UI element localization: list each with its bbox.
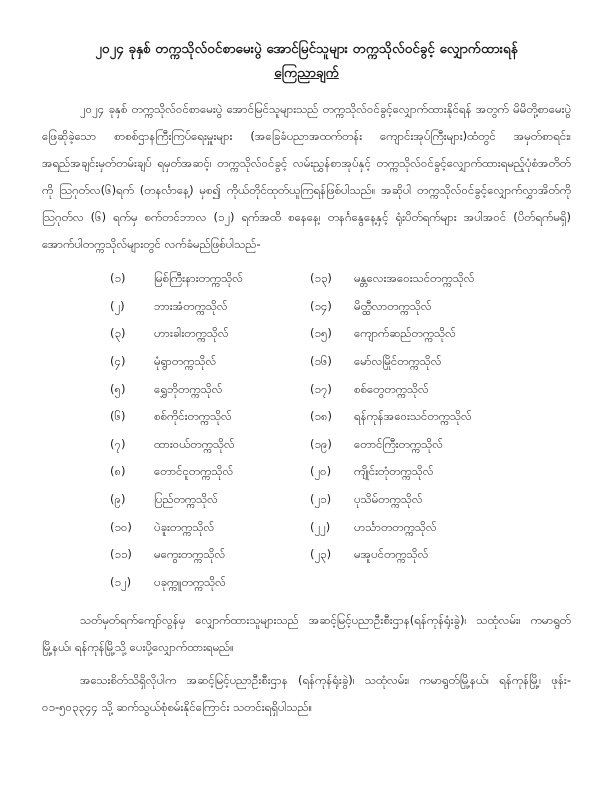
university-item-number: (၂၃) bbox=[310, 547, 332, 562]
university-item-number: (၁၄) bbox=[310, 298, 332, 313]
university-list-item bbox=[310, 459, 510, 487]
university-item-name: တောင်ကြီးတက္ကသိုလ် bbox=[354, 436, 444, 451]
university-list-item bbox=[310, 542, 510, 570]
university-item-number: (၂၁) bbox=[310, 492, 332, 507]
university-list-item bbox=[310, 321, 510, 349]
university-list-item bbox=[110, 404, 310, 432]
university-list-item bbox=[110, 570, 310, 598]
university-item-name: စစ်တွေတက္ကသိုလ် bbox=[354, 381, 429, 396]
university-item-name: ရန်ကုန်အဝေးသင်တက္ကသိုလ် bbox=[354, 409, 472, 424]
university-item-name: ဟားခါးတက္ကသိုလ် bbox=[154, 326, 229, 341]
university-list-left-column bbox=[110, 266, 310, 597]
university-item-name: မအူပင်တက္ကသိုလ် bbox=[354, 547, 429, 562]
university-item-number: (၁၃) bbox=[310, 271, 332, 286]
university-item-name: မော်လမြိုင်တက္ကသိုလ် bbox=[354, 354, 442, 369]
university-item-name: မန္တလေးအဝေးသင်တက္ကသိုလ် bbox=[354, 271, 475, 286]
university-item-number: (၁၂) bbox=[110, 574, 132, 589]
university-item-number: (၁၉) bbox=[310, 436, 332, 451]
university-list-item bbox=[310, 404, 510, 432]
university-list-item bbox=[110, 432, 310, 460]
late-application-paragraph: သတ်မှတ်ရက်ကျော်လွန်မှ လျှောက်ထားသူများသည် အဆင့်မြင့်ပညာဦးစီးဌာန(ရန်ကုန်ရုံးခွဲ)၊ သထုံလမ်း၊ ကမာရွတ်မြို့နယ်၊ ရန်ကုန်မြို့သို့ ပေးပို့လျှောက်ထားရမည်။ bbox=[42, 613, 571, 655]
university-item-name: ထားဝယ်တက္ကသိုလ် bbox=[154, 436, 235, 451]
university-list-item bbox=[310, 266, 510, 294]
university-item-number: (၄) bbox=[110, 354, 126, 369]
university-item-name: ပခုက္ကူတက္ကသိုလ် bbox=[154, 574, 226, 589]
university-list-item bbox=[110, 294, 310, 322]
university-list-item bbox=[110, 487, 310, 515]
university-list-item bbox=[110, 542, 310, 570]
university-item-number: (၁၈) bbox=[310, 409, 333, 424]
university-item-number: (၂၀) bbox=[310, 464, 332, 479]
university-item-name: တောင်ငူတက္ကသိုလ် bbox=[154, 464, 234, 479]
university-item-number: (၈) bbox=[110, 464, 126, 479]
university-list-item bbox=[110, 321, 310, 349]
university-list-item bbox=[110, 459, 310, 487]
intro-paragraph: ၂၀၂၄ ခုနှစ် တက္ကသိုလ်ဝင်စာမေးပွဲ အောင်မြင်သူများသည် တက္ကသိုလ်ဝင်ခွင့်လျှောက်ထားနိုင်ရန် အတွက် မိမိတို့စာမေးပွဲဖြေဆိုခဲ့သော စာစစ်ဌာနကြီးကြပ်ရေးမှူးများ (အခြေခံပညာအထက်တန်း ကျောင်းအုပ်ကြီးများ)ထံတွင် အမှတ်စာရင်း၊ အရည်အချင်းမှတ်တမ်းချပ် ရမှတ်အဆင့်၊ တက္ကသိုလ်ဝင်ခွင့် လမ်းညွှန်စာအုပ်နှင့် တက္ကသိုလ်ဝင်ခွင့်လျှောက်ထားရမည့်ပုံစံအတိတ်ကို ဩဂုတ်လ(၆)ရက် (တနင်္လာနေ့) မှစ၍ ကိုယ်တိုင်ထုတ်ယူကြရန်ဖြစ်ပါသည်။ အဆိုပါ တက္ကသိုလ်ဝင်ခွင့်လျှောက်လွှာအိတ်ကို ဩဂုတ်လ (၆) ရက်မှ စက်တင်ဘာလ (၁၂) ရက်အထိ စနေနေ့၊ တနင်္ဂနွေနေ့နှင့် ရုံးပိတ်ရက်များ အပါအဝင် (ပိတ်ရက်မရှိ) အောက်ပါတက္ကသိုလ်များတွင် လက်ခံမည်ဖြစ်ပါသည်- bbox=[42, 102, 571, 251]
university-item-number: (၆) bbox=[110, 409, 126, 424]
university-item-number: (၉) bbox=[110, 492, 126, 507]
university-item-name: ကျောက်ဆည်တက္ကသိုလ် bbox=[354, 326, 456, 341]
university-list-right-column bbox=[310, 266, 510, 597]
university-item-name: မုံရွာတက္ကသိုလ် bbox=[154, 354, 217, 369]
university-item-name: စစ်ကိုင်းတက္ကသိုလ် bbox=[154, 409, 232, 424]
university-item-name: ပြည်တက္ကသိုလ် bbox=[154, 492, 218, 507]
university-list-item bbox=[310, 349, 510, 377]
contact-paragraph: အသေးစိတ်သိရှိလိုပါက အဆင့်မြင့်ပညာဦးစီးဌာန (ရန်ကုန်ရုံးခွဲ)၊ သထုံလမ်း၊ ကမာရွတ်မြို့နယ်၊ ရန်ကုန်မြို့၊ ဖုန်း- ၀၁-၅၀၃၃၄၄ သို့ ဆက်သွယ်စုံစမ်းနိုင်ကြောင်း သတင်းရရှိပါသည်။ bbox=[42, 673, 571, 715]
university-item-number: (၅) bbox=[110, 381, 126, 396]
university-item-name: ဘားအံတက္ကသိုလ် bbox=[154, 298, 228, 313]
university-item-number: (၂၂) bbox=[310, 519, 331, 534]
university-item-number: (၃) bbox=[110, 326, 126, 341]
university-list-item bbox=[110, 349, 310, 377]
university-item-name: ပုသိမ်တက္ကသိုလ် bbox=[354, 492, 423, 507]
university-item-name: မိတ္ထီလာတက္ကသိုလ် bbox=[354, 298, 432, 313]
university-item-name: ပဲခူးတက္ကသိုလ် bbox=[154, 519, 215, 534]
university-list-item bbox=[310, 432, 510, 460]
document-title: ၂၀၂၄ ခုနှစ် တက္ကသိုလ်ဝင်စာမေးပွဲ အောင်မြင်သူများ တက္ကသိုလ်ဝင်ခွင့် လျှောက်ထားရန် bbox=[95, 41, 518, 57]
university-list-item bbox=[310, 376, 510, 404]
university-list-item bbox=[310, 294, 510, 322]
university-item-number: (၁) bbox=[110, 271, 126, 286]
university-item-number: (၂) bbox=[110, 298, 125, 313]
document-subtitle: ကြေညာချက် bbox=[274, 65, 339, 81]
university-list-item bbox=[110, 266, 310, 294]
university-item-name: မြစ်ကြီးနားတက္ကသိုလ် bbox=[154, 271, 244, 286]
university-item-number: (၁၀) bbox=[110, 519, 132, 534]
university-list-item bbox=[110, 514, 310, 542]
university-item-number: (၁၇) bbox=[310, 381, 332, 396]
university-item-name: ကျိုင်းတုံတက္ကသိုလ် bbox=[354, 464, 434, 479]
university-item-name: မကွေးတက္ကသိုလ် bbox=[154, 547, 226, 562]
university-list-item bbox=[110, 376, 310, 404]
university-item-number: (၁၁) bbox=[110, 547, 132, 562]
university-list bbox=[42, 266, 571, 597]
university-item-number: (၁၅) bbox=[310, 326, 332, 341]
university-item-name: ရွှေဘိုတက္ကသိုလ် bbox=[154, 381, 223, 396]
university-list-item bbox=[310, 514, 510, 542]
university-item-number: (၁၆) bbox=[310, 354, 332, 369]
university-list-item bbox=[310, 487, 510, 515]
university-item-number: (၇) bbox=[110, 436, 126, 451]
university-item-name: ဟင်္သာတတက္ကသိုလ် bbox=[354, 519, 437, 534]
